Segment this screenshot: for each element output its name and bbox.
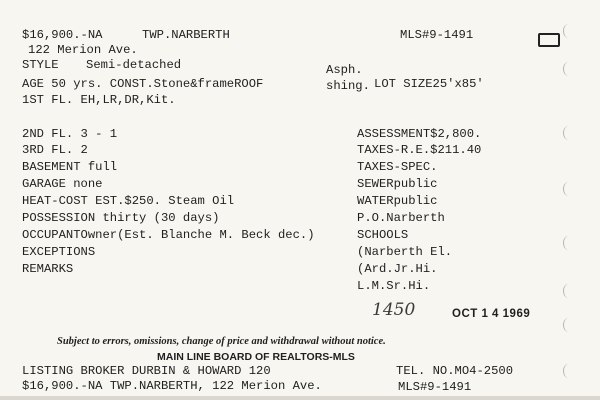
left-field: OCCUPANTOwner(Est. Blanche M. Beck dec.) (22, 228, 315, 242)
right-field: P.O.Narberth (357, 211, 445, 225)
right-field: TAXES-R.E.$211.40 (357, 143, 482, 157)
left-field: GARAGE none (22, 177, 103, 191)
address: 122 Merion Ave. (28, 43, 138, 57)
board-name: MAIN LINE BOARD OF REALTORS-MLS (157, 351, 355, 363)
left-field: 2ND FL. 3 - 1 (22, 127, 118, 141)
style-value: Semi-detached (86, 58, 182, 72)
binder-hole (563, 62, 574, 76)
roof-material-top: Asph. (326, 63, 363, 77)
age-construction-line: AGE 50 yrs. CONST.Stone&frameROOF (22, 77, 264, 91)
right-field: TAXES-SPEC. (357, 160, 438, 174)
summary-mls: MLS#9-1491 (398, 380, 472, 394)
left-field: HEAT-COST EST.$250. Steam Oil (22, 194, 235, 208)
right-field: L.M.Sr.Hi. (357, 279, 431, 293)
roof-material-bottom: shing. (326, 79, 370, 93)
right-field: SEWERpublic (357, 177, 438, 191)
first-floor: 1ST FL. EH,LR,DR,Kit. (22, 93, 176, 107)
binder-hole (563, 284, 574, 298)
binder-hole (563, 182, 574, 196)
binder-hole (563, 236, 574, 250)
mls-number: MLS#9-1491 (400, 28, 474, 42)
date-stamp: OCT 1 4 1969 (452, 308, 531, 320)
lot-size: LOT SIZE25'x85' (374, 77, 484, 91)
right-field: SCHOOLS (357, 228, 409, 242)
index-tab-marker (538, 33, 560, 47)
left-field: EXCEPTIONS (22, 245, 96, 259)
binder-hole (563, 318, 574, 332)
handwritten-note: 1450 (372, 300, 416, 320)
listing-broker: LISTING BROKER DURBIN & HOWARD 120 (22, 364, 271, 378)
right-field: ASSESSMENT$2,800. (357, 127, 482, 141)
left-field: POSSESSION thirty (30 days) (22, 211, 220, 225)
binder-hole (563, 364, 574, 378)
summary-line: $16,900.-NA TWP.NARBERTH, 122 Merion Ave. (22, 379, 322, 393)
card-edge (0, 396, 600, 400)
left-field: REMARKS (22, 262, 74, 276)
left-field: BASEMENT full (22, 160, 118, 174)
price: $16,900.-NA (22, 28, 103, 42)
binder-hole (563, 24, 574, 38)
right-field: (Ard.Jr.Hi. (357, 262, 438, 276)
left-field: 3RD FL. 2 (22, 143, 88, 157)
right-field: WATERpublic (357, 194, 438, 208)
binder-hole (563, 126, 574, 140)
township: TWP.NARBERTH (142, 28, 230, 42)
style-label: STYLE (22, 58, 59, 72)
right-field: (Narberth El. (357, 245, 453, 259)
disclaimer: Subject to errors, omissions, change of price and withdrawal without notice. (57, 336, 386, 347)
broker-phone: TEL. NO.MO4-2500 (396, 364, 514, 378)
